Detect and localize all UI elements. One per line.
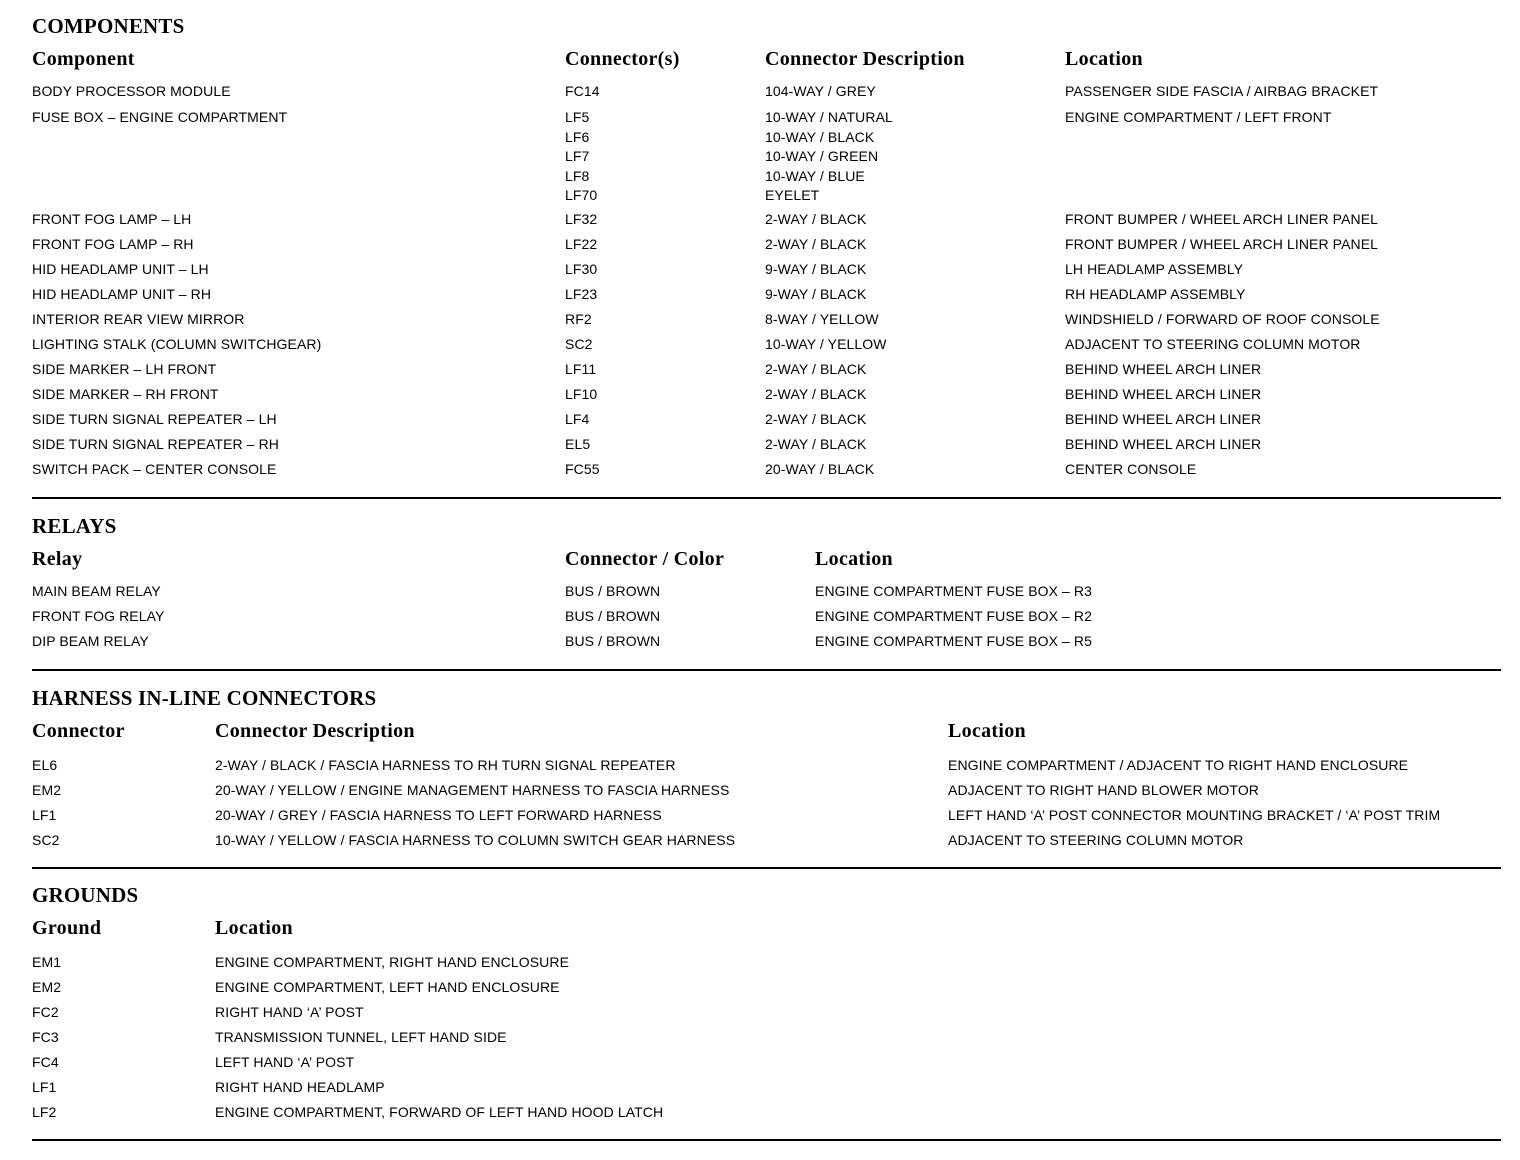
grounds-location-cell: RIGHT HAND ‘A’ POST <box>215 1004 364 1020</box>
components-description-cell: 2-WAY / BLACK <box>765 236 867 252</box>
harness-location-cell: LEFT HAND ‘A’ POST CONNECTOR MOUNTING BRACKET / ‘A’ POST TRIM <box>948 807 1441 823</box>
components-header-description: Connector Description <box>765 48 965 70</box>
components-component-cell: HID HEADLAMP UNIT – LH <box>32 261 209 277</box>
components-location-cell: WINDSHIELD / FORWARD OF ROOF CONSOLE <box>1065 311 1380 327</box>
components-location-cell: ADJACENT TO STEERING COLUMN MOTOR <box>1065 336 1361 352</box>
relays-connector-cell: BUS / BROWN <box>565 583 661 599</box>
grounds-location-cell: LEFT HAND ‘A’ POST <box>215 1054 355 1070</box>
components-connectors-cell: FC14 <box>565 83 600 99</box>
components-connectors-cell: LF10 <box>565 386 598 402</box>
grounds-ground-cell: EM2 <box>32 979 62 995</box>
components-location-cell: BEHIND WHEEL ARCH LINER <box>1065 436 1262 452</box>
relays-relay-cell: DIP BEAM RELAY <box>32 633 149 649</box>
components-location-cell: CENTER CONSOLE <box>1065 461 1197 477</box>
grounds-ground-cell: LF1 <box>32 1079 57 1095</box>
harness-location-cell: ADJACENT TO STEERING COLUMN MOTOR <box>948 832 1244 848</box>
components-description-cell: 8-WAY / YELLOW <box>765 311 879 327</box>
components-component-cell: HID HEADLAMP UNIT – RH <box>32 286 212 302</box>
components-description-cell: 2-WAY / BLACK <box>765 386 867 402</box>
components-connectors-cell: FC55 <box>565 461 600 477</box>
components-description-cell: 20-WAY / BLACK <box>765 461 875 477</box>
components-connectors-cell: LF30 <box>565 261 598 277</box>
components-connectors-cell: RF2 <box>565 311 592 327</box>
section-divider <box>32 669 1501 671</box>
components-component-cell: FRONT FOG LAMP – RH <box>32 236 194 252</box>
relays-location-cell: ENGINE COMPARTMENT FUSE BOX – R5 <box>815 633 1093 649</box>
harness-location-cell: ADJACENT TO RIGHT HAND BLOWER MOTOR <box>948 782 1260 798</box>
components-description-cell: 104-WAY / GREY <box>765 83 876 99</box>
harness-header-description: Connector Description <box>215 720 415 742</box>
components-location-cell: ENGINE COMPARTMENT / LEFT FRONT <box>1065 109 1332 125</box>
components-location-cell: PASSENGER SIDE FASCIA / AIRBAG BRACKET <box>1065 83 1379 99</box>
harness-header-location: Location <box>948 720 1026 742</box>
harness-section-title: HARNESS IN-LINE CONNECTORS <box>32 686 377 710</box>
components-description-cell: 9-WAY / BLACK <box>765 261 867 277</box>
components-header-component: Component <box>32 48 135 70</box>
components-header-location: Location <box>1065 48 1143 70</box>
components-description-cell: 2-WAY / BLACK <box>765 411 867 427</box>
grounds-section-title: GROUNDS <box>32 883 139 907</box>
components-location-cell: RH HEADLAMP ASSEMBLY <box>1065 286 1246 302</box>
components-component-cell: LIGHTING STALK (COLUMN SWITCHGEAR) <box>32 336 322 352</box>
harness-connector-cell: SC2 <box>32 832 60 848</box>
components-component-cell: INTERIOR REAR VIEW MIRROR <box>32 311 245 327</box>
grounds-header-location: Location <box>215 917 293 939</box>
components-component-cell: SIDE TURN SIGNAL REPEATER – LH <box>32 411 277 427</box>
section-divider <box>32 1139 1501 1141</box>
components-description-cell: 2-WAY / BLACK <box>765 361 867 377</box>
relays-relay-cell: MAIN BEAM RELAY <box>32 583 161 599</box>
relays-location-cell: ENGINE COMPARTMENT FUSE BOX – R3 <box>815 583 1093 599</box>
relays-connector-cell: BUS / BROWN <box>565 608 661 624</box>
components-connectors-cell: SC2 <box>565 336 593 352</box>
relays-header-location: Location <box>815 548 893 570</box>
components-description-cell: 9-WAY / BLACK <box>765 286 867 302</box>
components-location-cell: BEHIND WHEEL ARCH LINER <box>1065 361 1262 377</box>
harness-description-cell: 2-WAY / BLACK / FASCIA HARNESS TO RH TURN SIGNAL REPEATER <box>215 757 676 773</box>
relays-connector-cell: BUS / BROWN <box>565 633 661 649</box>
grounds-header-ground: Ground <box>32 917 102 939</box>
grounds-ground-cell: FC3 <box>32 1029 59 1045</box>
components-location-cell: FRONT BUMPER / WHEEL ARCH LINER PANEL <box>1065 211 1379 227</box>
relays-location-cell: ENGINE COMPARTMENT FUSE BOX – R2 <box>815 608 1093 624</box>
harness-header-connector: Connector <box>32 720 125 742</box>
grounds-location-cell: RIGHT HAND HEADLAMP <box>215 1079 385 1095</box>
components-location-cell: BEHIND WHEEL ARCH LINER <box>1065 411 1262 427</box>
components-connectors-cell: EL5 <box>565 436 591 452</box>
components-description-cell: 10-WAY / NATURAL 10-WAY / BLACK 10-WAY / GREEN 10-WAY / BLUE EYELET <box>765 109 893 203</box>
grounds-location-cell: ENGINE COMPARTMENT, RIGHT HAND ENCLOSURE <box>215 954 570 970</box>
harness-connector-cell: EL6 <box>32 757 58 773</box>
components-connectors-cell: LF23 <box>565 286 598 302</box>
harness-connector-cell: EM2 <box>32 782 62 798</box>
section-divider <box>32 497 1501 499</box>
components-header-connectors: Connector(s) <box>565 48 680 70</box>
harness-description-cell: 20-WAY / YELLOW / ENGINE MANAGEMENT HARNESS TO FASCIA HARNESS <box>215 782 730 798</box>
grounds-ground-cell: EM1 <box>32 954 62 970</box>
components-description-cell: 2-WAY / BLACK <box>765 211 867 227</box>
components-location-cell: LH HEADLAMP ASSEMBLY <box>1065 261 1244 277</box>
components-component-cell: FUSE BOX – ENGINE COMPARTMENT <box>32 109 288 125</box>
relays-header-connector: Connector / Color <box>565 548 725 570</box>
harness-location-cell: ENGINE COMPARTMENT / ADJACENT TO RIGHT HAND ENCLOSURE <box>948 757 1409 773</box>
harness-connector-cell: LF1 <box>32 807 57 823</box>
grounds-location-cell: ENGINE COMPARTMENT, FORWARD OF LEFT HAND HOOD LATCH <box>215 1104 664 1120</box>
components-description-cell: 2-WAY / BLACK <box>765 436 867 452</box>
relays-header-relay: Relay <box>32 548 83 570</box>
grounds-ground-cell: LF2 <box>32 1104 57 1120</box>
components-connectors-cell: LF32 <box>565 211 598 227</box>
components-connectors-cell: LF4 <box>565 411 590 427</box>
harness-description-cell: 10-WAY / YELLOW / FASCIA HARNESS TO COLUMN SWITCH GEAR HARNESS <box>215 832 736 848</box>
components-component-cell: SIDE MARKER – LH FRONT <box>32 361 217 377</box>
components-connectors-cell: LF5 LF6 LF7 LF8 LF70 <box>565 109 598 203</box>
section-divider <box>32 867 1501 869</box>
components-location-cell: BEHIND WHEEL ARCH LINER <box>1065 386 1262 402</box>
grounds-ground-cell: FC4 <box>32 1054 59 1070</box>
components-component-cell: SIDE TURN SIGNAL REPEATER – RH <box>32 436 280 452</box>
components-connectors-cell: LF11 <box>565 361 597 377</box>
components-connectors-cell: LF22 <box>565 236 598 252</box>
components-component-cell: FRONT FOG LAMP – LH <box>32 211 192 227</box>
components-location-cell: FRONT BUMPER / WHEEL ARCH LINER PANEL <box>1065 236 1379 252</box>
components-component-cell: SWITCH PACK – CENTER CONSOLE <box>32 461 277 477</box>
relays-relay-cell: FRONT FOG RELAY <box>32 608 165 624</box>
grounds-location-cell: TRANSMISSION TUNNEL, LEFT HAND SIDE <box>215 1029 507 1045</box>
components-section-title: COMPONENTS <box>32 14 185 38</box>
grounds-ground-cell: FC2 <box>32 1004 59 1020</box>
harness-description-cell: 20-WAY / GREY / FASCIA HARNESS TO LEFT FORWARD HARNESS <box>215 807 662 823</box>
components-component-cell: SIDE MARKER – RH FRONT <box>32 386 219 402</box>
relays-section-title: RELAYS <box>32 514 117 538</box>
components-component-cell: BODY PROCESSOR MODULE <box>32 83 231 99</box>
grounds-location-cell: ENGINE COMPARTMENT, LEFT HAND ENCLOSURE <box>215 979 560 995</box>
components-description-cell: 10-WAY / YELLOW <box>765 336 887 352</box>
